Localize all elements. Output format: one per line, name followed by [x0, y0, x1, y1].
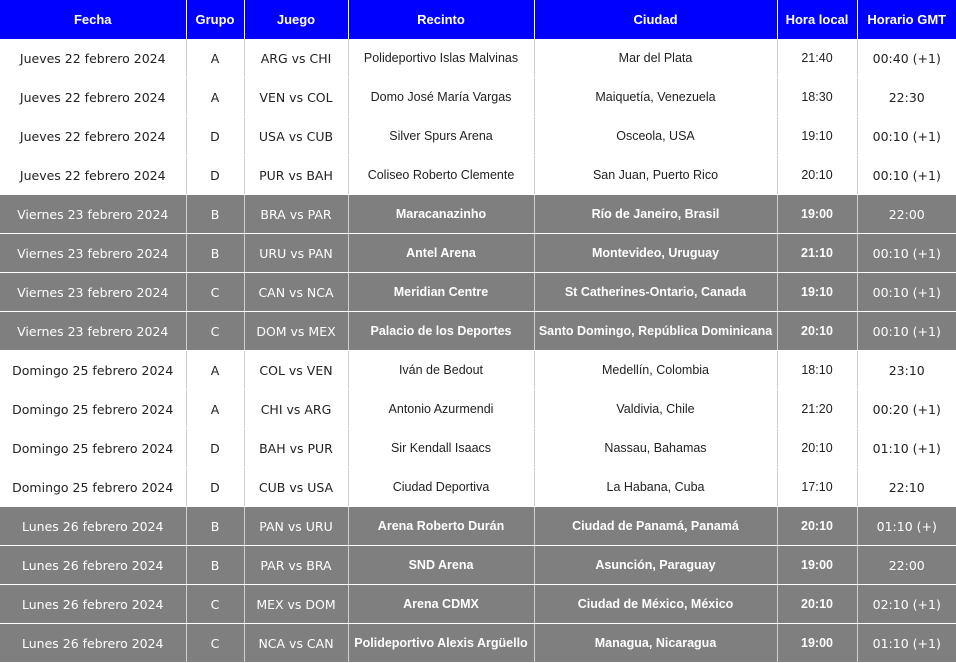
cell-horario-gmt: 22:00 [857, 195, 956, 234]
table-row [0, 585, 956, 624]
cell-hora-local: 20:10 [777, 507, 857, 546]
table-row [0, 195, 956, 234]
cell-grupo: D [186, 429, 244, 468]
cell-recinto: Silver Spurs Arena [348, 117, 534, 156]
cell-fecha: Lunes 26 febrero 2024 [0, 624, 186, 663]
cell-hora-local: 19:10 [777, 117, 857, 156]
table-row [0, 507, 956, 546]
cell-recinto: Polideportivo Islas Malvinas [348, 39, 534, 78]
table-row [0, 468, 956, 507]
cell-juego: VEN vs COL [244, 78, 348, 117]
cell-fecha: Domingo 25 febrero 2024 [0, 429, 186, 468]
table-row [0, 78, 956, 117]
cell-grupo: C [186, 624, 244, 663]
cell-fecha: Viernes 23 febrero 2024 [0, 234, 186, 273]
cell-juego: PAR vs BRA [244, 546, 348, 585]
cell-juego: DOM vs MEX [244, 312, 348, 351]
schedule-header [0, 0, 956, 39]
cell-hora-local: 21:40 [777, 39, 857, 78]
cell-grupo: B [186, 195, 244, 234]
header-row [0, 0, 956, 39]
cell-fecha: Domingo 25 febrero 2024 [0, 390, 186, 429]
cell-horario-gmt: 00:10 (+1) [857, 117, 956, 156]
table-row [0, 351, 956, 390]
cell-recinto: Antel Arena [348, 234, 534, 273]
cell-juego: BRA vs PAR [244, 195, 348, 234]
cell-hora-local: 17:10 [777, 468, 857, 507]
cell-recinto: Coliseo Roberto Clemente [348, 156, 534, 195]
cell-ciudad: Asunción, Paraguay [534, 546, 777, 585]
cell-horario-gmt: 01:10 (+1) [857, 429, 956, 468]
cell-recinto: Arena Roberto Durán [348, 507, 534, 546]
cell-grupo: D [186, 156, 244, 195]
cell-recinto: Maracanazinho [348, 195, 534, 234]
cell-recinto: Arena CDMX [348, 585, 534, 624]
cell-ciudad: San Juan, Puerto Rico [534, 156, 777, 195]
cell-juego: COL vs VEN [244, 351, 348, 390]
cell-hora-local: 18:10 [777, 351, 857, 390]
cell-recinto: Antonio Azurmendi [348, 390, 534, 429]
header-recinto: Recinto [348, 0, 534, 39]
header-horario-gmt: Horario GMT [857, 0, 956, 39]
cell-ciudad: Mar del Plata [534, 39, 777, 78]
cell-fecha: Lunes 26 febrero 2024 [0, 507, 186, 546]
cell-horario-gmt: 00:10 (+1) [857, 312, 956, 351]
cell-recinto: Palacio de los Deportes [348, 312, 534, 351]
cell-juego: PUR vs BAH [244, 156, 348, 195]
cell-horario-gmt: 00:20 (+1) [857, 390, 956, 429]
cell-recinto: Meridian Centre [348, 273, 534, 312]
cell-grupo: A [186, 78, 244, 117]
table-row [0, 234, 956, 273]
cell-horario-gmt: 22:30 [857, 78, 956, 117]
cell-fecha: Domingo 25 febrero 2024 [0, 351, 186, 390]
table-row [0, 390, 956, 429]
cell-juego: ARG vs CHI [244, 39, 348, 78]
cell-hora-local: 20:10 [777, 156, 857, 195]
cell-recinto: Polideportivo Alexis Argüello [348, 624, 534, 663]
cell-ciudad: Maiquetía, Venezuela [534, 78, 777, 117]
header-ciudad: Ciudad [534, 0, 777, 39]
cell-fecha: Lunes 26 febrero 2024 [0, 585, 186, 624]
cell-grupo: D [186, 117, 244, 156]
cell-horario-gmt: 22:00 [857, 546, 956, 585]
header-fecha: Fecha [0, 0, 186, 39]
cell-horario-gmt: 23:10 [857, 351, 956, 390]
cell-fecha: Jueves 22 febrero 2024 [0, 39, 186, 78]
cell-grupo: C [186, 273, 244, 312]
cell-grupo: C [186, 585, 244, 624]
cell-grupo: B [186, 507, 244, 546]
cell-recinto: Sir Kendall Isaacs [348, 429, 534, 468]
cell-recinto: Ciudad Deportiva [348, 468, 534, 507]
cell-hora-local: 20:10 [777, 585, 857, 624]
cell-ciudad: Santo Domingo, República Dominicana [534, 312, 777, 351]
cell-horario-gmt: 00:10 (+1) [857, 273, 956, 312]
cell-horario-gmt: 02:10 (+1) [857, 585, 956, 624]
cell-juego: MEX vs DOM [244, 585, 348, 624]
cell-hora-local: 19:00 [777, 195, 857, 234]
header-grupo: Grupo [186, 0, 244, 39]
table-row [0, 546, 956, 585]
cell-ciudad: Medellín, Colombia [534, 351, 777, 390]
cell-juego: USA vs CUB [244, 117, 348, 156]
cell-grupo: A [186, 39, 244, 78]
cell-ciudad: Ciudad de México, México [534, 585, 777, 624]
cell-ciudad: La Habana, Cuba [534, 468, 777, 507]
cell-ciudad: Managua, Nicaragua [534, 624, 777, 663]
cell-juego: CUB vs USA [244, 468, 348, 507]
cell-grupo: C [186, 312, 244, 351]
cell-fecha: Viernes 23 febrero 2024 [0, 273, 186, 312]
header-hora-local: Hora local [777, 0, 857, 39]
cell-fecha: Jueves 22 febrero 2024 [0, 156, 186, 195]
cell-juego: CAN vs NCA [244, 273, 348, 312]
cell-grupo: D [186, 468, 244, 507]
cell-juego: CHI vs ARG [244, 390, 348, 429]
cell-fecha: Domingo 25 febrero 2024 [0, 468, 186, 507]
cell-grupo: A [186, 390, 244, 429]
cell-grupo: A [186, 351, 244, 390]
table-row [0, 429, 956, 468]
table-row [0, 39, 956, 78]
cell-ciudad: Río de Janeiro, Brasil [534, 195, 777, 234]
cell-ciudad: Montevideo, Uruguay [534, 234, 777, 273]
cell-hora-local: 19:00 [777, 624, 857, 663]
cell-hora-local: 21:10 [777, 234, 857, 273]
cell-fecha: Jueves 22 febrero 2024 [0, 117, 186, 156]
cell-grupo: B [186, 234, 244, 273]
table-row [0, 117, 956, 156]
cell-hora-local: 20:10 [777, 429, 857, 468]
cell-horario-gmt: 00:10 (+1) [857, 234, 956, 273]
cell-recinto: SND Arena [348, 546, 534, 585]
cell-recinto: Iván de Bedout [348, 351, 534, 390]
cell-hora-local: 20:10 [777, 312, 857, 351]
cell-hora-local: 21:20 [777, 390, 857, 429]
cell-horario-gmt: 00:10 (+1) [857, 156, 956, 195]
table-row [0, 156, 956, 195]
cell-hora-local: 18:30 [777, 78, 857, 117]
cell-horario-gmt: 00:40 (+1) [857, 39, 956, 78]
cell-horario-gmt: 22:10 [857, 468, 956, 507]
cell-ciudad: Osceola, USA [534, 117, 777, 156]
cell-fecha: Viernes 23 febrero 2024 [0, 195, 186, 234]
cell-juego: PAN vs URU [244, 507, 348, 546]
cell-juego: BAH vs PUR [244, 429, 348, 468]
cell-horario-gmt: 01:10 (+) [857, 507, 956, 546]
cell-horario-gmt: 01:10 (+1) [857, 624, 956, 663]
cell-recinto: Domo José María Vargas [348, 78, 534, 117]
cell-juego: NCA vs CAN [244, 624, 348, 663]
table-row [0, 312, 956, 351]
cell-fecha: Viernes 23 febrero 2024 [0, 312, 186, 351]
cell-ciudad: Valdivia, Chile [534, 390, 777, 429]
cell-fecha: Jueves 22 febrero 2024 [0, 78, 186, 117]
cell-juego: URU vs PAN [244, 234, 348, 273]
cell-hora-local: 19:00 [777, 546, 857, 585]
cell-hora-local: 19:10 [777, 273, 857, 312]
cell-grupo: B [186, 546, 244, 585]
cell-ciudad: Nassau, Bahamas [534, 429, 777, 468]
table-row [0, 273, 956, 312]
cell-ciudad: Ciudad de Panamá, Panamá [534, 507, 777, 546]
header-juego: Juego [244, 0, 348, 39]
cell-ciudad: St Catherines-Ontario, Canada [534, 273, 777, 312]
cell-fecha: Lunes 26 febrero 2024 [0, 546, 186, 585]
schedule-body [0, 39, 956, 663]
